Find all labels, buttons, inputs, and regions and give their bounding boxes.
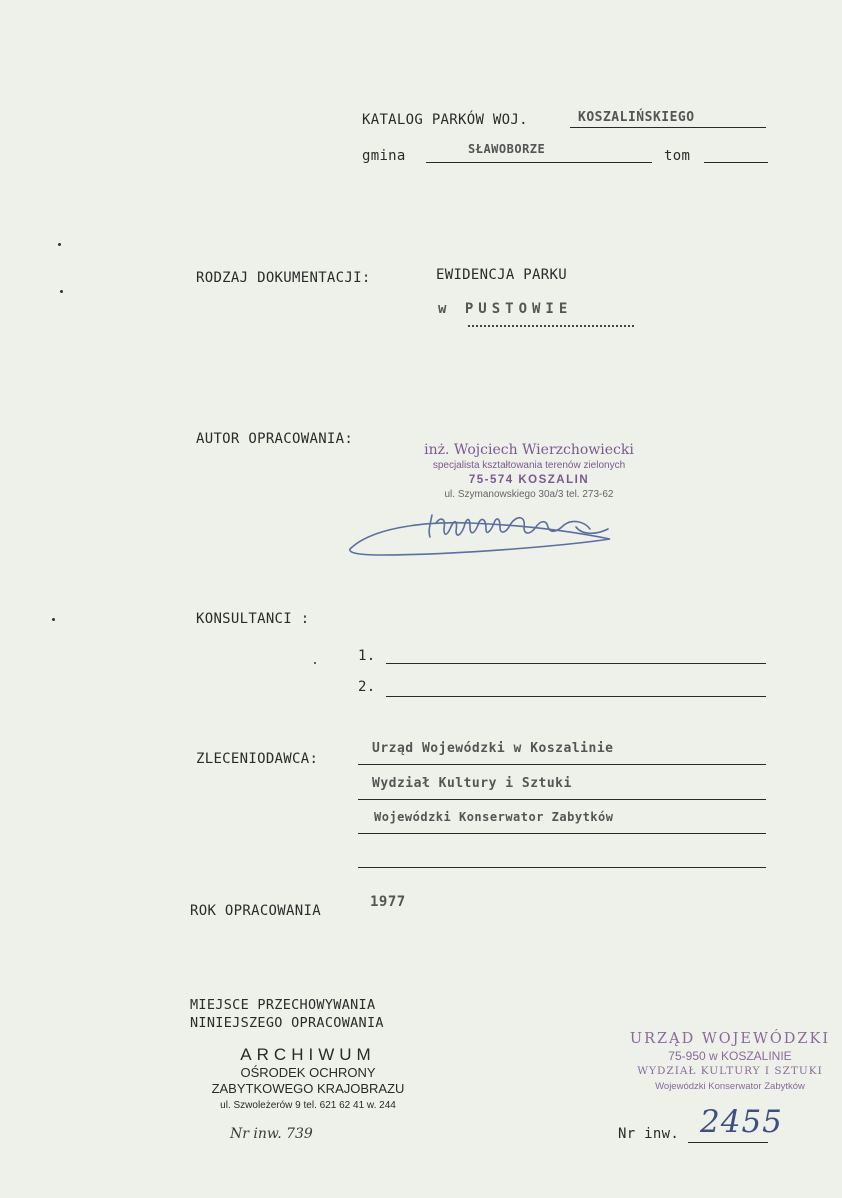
client-line-4-underline — [358, 867, 766, 868]
inventory-value: 2455 — [700, 1104, 783, 1140]
author-stamp-title: specjalista kształtowania terenów zielonych — [432, 460, 626, 471]
office-stamp-line4: Wojewódzki Konserwator Zabytków — [655, 1081, 805, 1092]
paper-speck — [58, 243, 61, 246]
handwritten-inventory-note: Nr inw. 739 — [230, 1126, 313, 1142]
gmina-label: gmina — [362, 148, 406, 164]
year-label: ROK OPRACOWANIA — [190, 903, 321, 919]
consultant-1-line — [386, 663, 766, 664]
author-stamp — [414, 441, 644, 502]
signature-icon — [340, 505, 620, 563]
tom-underline — [704, 162, 768, 163]
archive-stamp — [188, 1044, 428, 1115]
voivodeship-underline — [570, 127, 766, 128]
author-stamp-name: inż. Wojciech Wierzchowiecki — [424, 442, 634, 458]
gmina-underline — [426, 162, 652, 163]
consultant-2-line — [386, 696, 766, 697]
paper-speck — [52, 618, 55, 621]
archive-line1: OŚRODEK OCHRONY — [240, 1065, 376, 1080]
gmina-value: SŁAWOBORZE — [468, 142, 546, 156]
inventory-label: Nr inw. — [618, 1126, 680, 1142]
tom-label: tom — [664, 148, 691, 164]
author-stamp-address: ul. Szymanowskiego 30a/3 tel. 273-62 — [444, 489, 614, 500]
consultant-2-number: 2. — [358, 679, 376, 695]
year-value: 1977 — [370, 894, 406, 910]
park-location: w PUSTOWIE — [438, 301, 573, 317]
author-label: AUTOR OPRACOWANIA: — [196, 431, 354, 447]
author-stamp-city: 75-574 KOSZALIN — [468, 474, 590, 486]
client-line-2: Wydział Kultury i Sztuki — [372, 776, 572, 791]
archive-line2: ZABYTKOWEGO KRAJOBRAZU — [211, 1081, 405, 1096]
client-line-1: Urząd Wojewódzki w Koszalinie — [372, 741, 614, 756]
office-stamp-line1: URZĄD WOJEWÓDZKI — [629, 1031, 831, 1047]
office-stamp — [618, 1030, 842, 1094]
documentation-type-value: EWIDENCJA PARKU — [436, 267, 567, 283]
voivodeship-value: KOSZALIŃSKIEGO — [578, 110, 695, 125]
paper-speck — [60, 290, 63, 293]
consultant-1-number: 1. — [358, 648, 376, 664]
documentation-type-label: RODZAJ DOKUMENTACJI: — [196, 270, 371, 286]
office-stamp-line3: WYDZIAŁ KULTURY I SZTUKI — [637, 1065, 823, 1077]
inventory-underline — [688, 1142, 768, 1143]
paper-speck — [314, 662, 316, 664]
storage-label-line1: MIEJSCE PRZECHOWYWANIA — [190, 997, 376, 1013]
client-line-3: Wojewódzki Konserwator Zabytków — [374, 810, 614, 824]
consultants-label: KONSULTANCI : — [196, 611, 310, 627]
client-line-2-underline — [358, 799, 766, 800]
client-line-3-underline — [358, 833, 766, 834]
park-location-underline — [468, 325, 634, 327]
archive-title: ARCHIWUM — [240, 1045, 376, 1064]
storage-label-line2: NINIEJSZEGO OPRACOWANIA — [190, 1015, 384, 1031]
archive-address: ul. Szwoleżerów 9 tel. 621 62 41 w. 244 — [220, 1100, 396, 1111]
catalog-label: KATALOG PARKÓW WOJ. — [362, 112, 528, 128]
client-label: ZLECENIODAWCA: — [196, 751, 319, 767]
office-stamp-line2: 75-950 w KOSZALINIE — [668, 1049, 792, 1063]
client-line-1-underline — [358, 764, 766, 765]
